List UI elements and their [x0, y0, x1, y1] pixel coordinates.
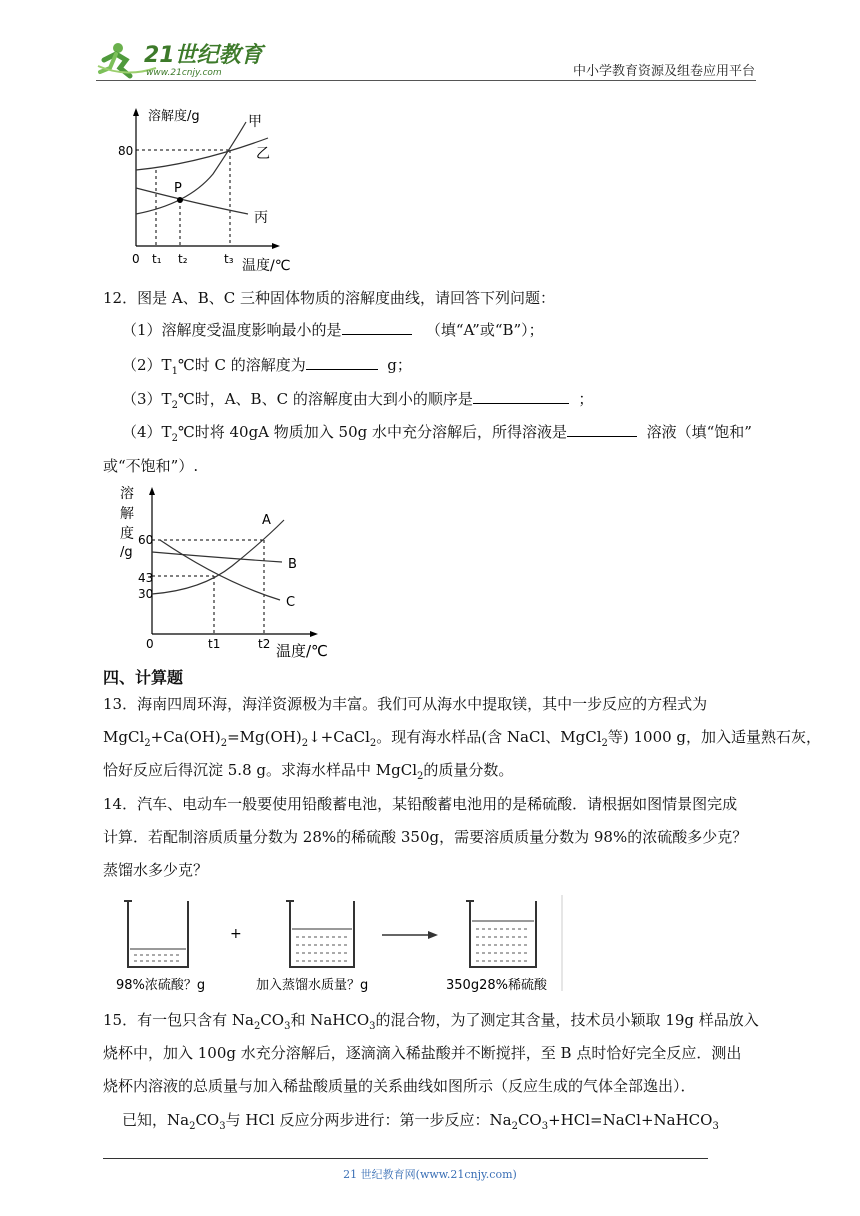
g2-tick-43: 43	[138, 571, 154, 585]
site-logo	[96, 38, 266, 80]
q15-line3: 烧杯内溶液的总质量与加入稀盐酸质量的关系曲线如图所示（反应生成的气体全部逸出）．	[103, 1077, 696, 1095]
caption-water: 加入蒸馏水质量？g	[256, 978, 369, 993]
g2-y-arrow-icon	[149, 487, 155, 495]
g1-label-p: P	[174, 181, 182, 196]
g1-ylabel: 溶解度/g	[148, 109, 200, 124]
q12-sub2: $(2)T_1℃$时 C 的溶解度为 g；	[122, 356, 412, 377]
q15-line1: 15．有一包只含有 $Na_2CO_3$和 NaHCO$_3$的混合物，为了测定其含量，技术员小颖取 19g 样品放入	[103, 1011, 759, 1032]
g1-label-bing: 丙	[254, 210, 268, 226]
q15-line4: 已知，$Na_2CO_3$与 HCl 反应分两步进行：第一步反应：$Na_2CO_3+HCl=NaCl+NaHCO_3$	[122, 1111, 719, 1132]
g2-ylabel-1: 溶	[120, 486, 134, 502]
caption-dilute: 350g28%稀硫酸	[446, 978, 547, 993]
solubility-graph-2	[112, 482, 332, 662]
g2-curve-b	[152, 552, 282, 562]
g2-ylabel-4: /g	[120, 545, 133, 560]
g1-xlabel: 温度/℃	[242, 258, 291, 274]
q13-line3: 恰好反应后得沉淀 5.8 g。求海水样品中 MgCl$_2$的质量分数。	[103, 761, 514, 782]
footer-link[interactable]: 21 世纪教育网(www.21cnjy.com)	[343, 1168, 517, 1181]
g2-ylabel-2: 解	[120, 506, 134, 522]
section-heading-calc: 四、计算题	[103, 668, 184, 687]
caption-concentrated: 98%浓硫酸？g	[116, 978, 206, 993]
g1-label-yi: 乙	[256, 146, 270, 162]
beaker-dilute-acid-icon	[466, 901, 536, 967]
g2-ylabel-3: 度	[120, 526, 134, 542]
g1-tick-80: 80	[118, 144, 134, 158]
q12-blank-2[interactable]	[306, 355, 378, 370]
q12-blank-3[interactable]	[473, 389, 569, 404]
g1-origin: 0	[132, 252, 140, 266]
g2-tick-t2: t2	[258, 637, 271, 651]
q12-sub3: $(3)T_2℃$时，A、B、C 的溶解度由大到小的顺序是 ；	[122, 390, 594, 411]
g1-curve-yi	[136, 138, 268, 170]
g2-curve-c	[160, 540, 280, 600]
g1-tick-t3: t₃	[224, 252, 234, 266]
q14-line3: 蒸馏水多少克？	[103, 861, 209, 879]
g2-label-b: B	[288, 557, 297, 572]
q13-line2: $MgCl_2+Ca(OH)_2=Mg(OH)_2↓+CaCl_2$。现有海水样品(含 NaCl、MgCl$_2$等) 1000 g，加入适量熟石灰，	[103, 728, 822, 749]
logo-main-text: 21世纪教育	[144, 43, 263, 68]
arrow-right-icon	[382, 931, 438, 939]
q15-line2: 烧杯中，加入 100g 水充分溶解后，逐滴滴入稀盐酸并不断搅拌，至 B 点时恰好完全反应．测出	[103, 1044, 742, 1062]
header-platform-name: 中小学教育资源及组卷应用平台	[572, 64, 755, 79]
g2-xlabel: 温度/℃	[276, 642, 328, 660]
g2-x-arrow-icon	[310, 631, 318, 637]
plus-sign: +	[230, 926, 242, 942]
q12-blank-1[interactable]	[342, 320, 412, 335]
g1-x-arrow-icon	[272, 243, 280, 249]
beakers-figure	[110, 893, 570, 993]
beaker-distilled-water-icon	[286, 901, 354, 967]
g1-tick-t1: t₁	[152, 252, 162, 266]
q12-blank-4[interactable]	[567, 422, 637, 437]
q12-sub1: （1）溶解度受温度影响最小的是 （填“A”或“B”）；	[122, 321, 544, 339]
q12-sub4-cont: 或“不饱和”）.	[103, 457, 199, 475]
g1-label-jia: 甲	[248, 114, 262, 130]
header-divider	[96, 80, 756, 81]
g2-label-c: C	[286, 595, 296, 610]
solubility-graph-1	[118, 104, 298, 274]
q14-line1: 14．汽车、电动车一般要使用铅酸蓄电池，某铅酸蓄电池用的是稀硫酸．请根据如图情景图完成	[103, 795, 738, 813]
runner-logo-icon	[96, 38, 266, 80]
g1-y-arrow-icon	[133, 108, 139, 116]
beaker-concentrated-acid-icon	[124, 901, 188, 967]
q14-line2: 计算．若配制溶质质量分数为 28%的稀硫酸 350g，需要溶质质量分数为 98%的浓硫酸多少克？	[103, 828, 748, 846]
q12-stem: 12．图是 A、B、C 三种固体物质的溶解度曲线，请回答下列问题：	[103, 289, 555, 307]
logo-url-text: www.21cnjy.com	[146, 68, 222, 78]
g2-tick-30: 30	[138, 587, 154, 601]
g2-tick-t1: t1	[208, 637, 221, 651]
g2-tick-60: 60	[138, 533, 154, 547]
g2-label-a: A	[262, 513, 271, 528]
g1-tick-t2: t₂	[178, 252, 188, 266]
g2-origin: 0	[146, 637, 154, 651]
g1-point-p	[177, 197, 183, 203]
q13-line1: 13．海南四周环海，海洋资源极为丰富。我们可从海水中提取镁，其中一步反应的方程式为	[103, 695, 708, 713]
q12-sub4: $(4)T_2℃$时将 40gA 物质加入 50g 水中充分溶解后，所得溶液是 溶液（填“饱和”	[122, 423, 752, 444]
footer-divider	[103, 1158, 708, 1159]
